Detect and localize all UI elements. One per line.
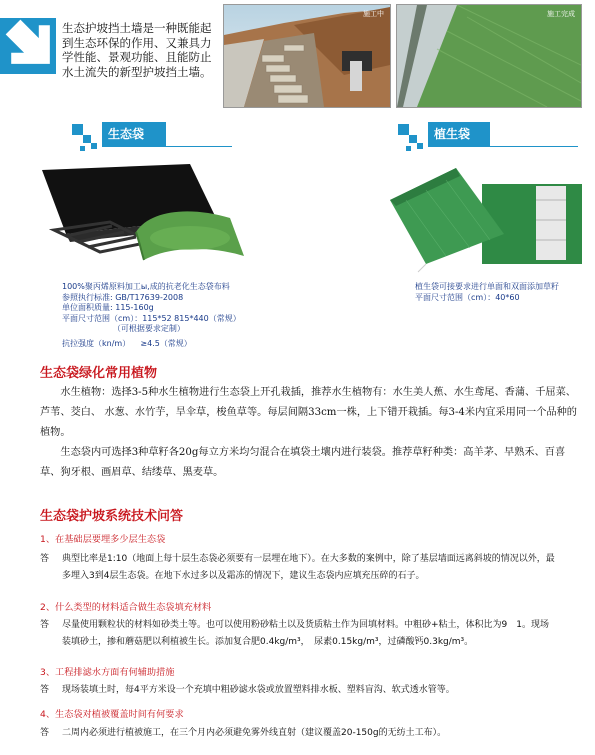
- spec-line: 单位面积质量: 115-160g: [62, 303, 154, 313]
- photo-tag: 施工完成: [547, 10, 575, 18]
- photo-tag: 施工中: [363, 10, 384, 18]
- answer-line: 二周内必须进行植被施工，在三个月内必须避免雾外线直射（建议覆盖20-150g的无纺土工布）。: [62, 728, 447, 738]
- plant-bag-specs: [415, 282, 593, 303]
- completed-slope-photo: [396, 4, 582, 108]
- faq-answer: [40, 551, 585, 585]
- answer-line: 现场装填土时，每4平方米设一个充填中粗砂滤水袋或放置塑料排水板、塑料盲沟、软式透水管等。: [62, 685, 455, 695]
- spec-line: 平面尺寸范围（cm）：115*52 815*440（常规）: [62, 313, 241, 323]
- section-title: 生态袋: [102, 122, 166, 146]
- plant-bag-header: [398, 120, 588, 160]
- divider: [428, 146, 578, 147]
- spec-line: 100%聚丙烯原料加工ы,成的抗老化生态袋布料: [62, 282, 230, 291]
- eco-bag-header: [72, 120, 272, 160]
- faq-answer: [40, 725, 585, 742]
- answer-line: 尽量使用颗粒状的材料如砂类土等。也可以使用粉砂粘土以及货质粘土作为回填材料。中粗砂+粘土，体积比为9 1。现场: [62, 620, 549, 630]
- spec-line: 平面尺寸范围（cm）：40*60: [415, 292, 520, 302]
- plants-heading: 生态袋绿化常用植物: [40, 366, 158, 381]
- answer-mark: 答: [40, 620, 50, 630]
- plants-paragraph: [40, 383, 580, 483]
- eco-bag-image: [40, 160, 250, 264]
- answer-mark: 答: [40, 554, 50, 564]
- answer-line: 装填砂土，掺和蘑菇肥以利植被生长。添加复合肥0.4kg/m³， 尿素0.15kg/m³，过磷酸钙0.3kg/m³。: [62, 637, 474, 647]
- answer-mark: 答: [40, 728, 50, 738]
- answer-line: 典型比率是1:10（地面上每十层生态袋必须要有一层埋在地下）。在大多数的案例中，除了基层墙面远离斜坡的情况以外，最: [62, 554, 555, 564]
- plant-bag-image: [386, 160, 586, 275]
- spec-line: 植生袋可接要求进行单面和双面添加草籽: [415, 282, 559, 291]
- grass-seeds-text: 生态袋内可选择3种草籽各20g每立方米均匀混合在填袋土壤内进行装袋。推荐草籽种类：高羊茅、早熟禾、百喜草、狗牙根、画眉草、结缕草、黑麦草。: [40, 447, 566, 478]
- section-title: 植生袋: [428, 122, 490, 146]
- spec-line: 参照执行标准: GB/T17639-2008: [62, 292, 184, 302]
- answer-line: 多埋入3到4层生态袋。在地下水过多以及霜冻的情况下，建议生态袋内应填充压碎的石子。: [62, 571, 425, 581]
- intro-text: 生态护坡挡土墙是一种既能起到生态环保的作用、又兼具力学性能、景观功能、且能防止水土流失的新型护坡挡土墙。: [62, 21, 212, 79]
- faq-answer: [40, 682, 585, 699]
- faq-question: 3、工程排滤水方面有何辅助措施: [40, 667, 175, 678]
- aquatic-plants-text: 水生植物：选择3-5种水生植物进行生态袋上开孔栽插，推荐水生植物有：水生美人蕉、水生鸢尾、香蒲、千屈菜、芦苇、茭白、 水葱、水竹芋，旱伞草，梭鱼草等。每层间隔33cm一株，上下错开栽插。每3-4米内宜采用同一个品种的植物。: [40, 387, 577, 438]
- arrow-down-right-icon: [0, 18, 56, 74]
- eco-bag-specs: [62, 282, 302, 350]
- squares-icon: [398, 124, 416, 142]
- spec-line: 抗拉强度（kn/m） ≥4.5（常规）: [62, 338, 192, 348]
- construction-photo: [223, 4, 391, 108]
- faq-question: 1、在基础层要埋多少层生态袋: [40, 534, 166, 545]
- faq-answer: [40, 617, 585, 651]
- faq-question: 2、什么类型的材料适合做生态袋填充材料: [40, 602, 212, 613]
- answer-mark: 答: [40, 685, 50, 695]
- spec-line: （可根据要求定制）: [62, 324, 185, 334]
- faq-question: 4、生态袋对植被覆盖时间有何要求: [40, 709, 184, 720]
- faq-heading: 生态袋护坡系统技术问答: [40, 509, 184, 524]
- divider: [102, 146, 232, 147]
- squares-icon: [72, 124, 90, 142]
